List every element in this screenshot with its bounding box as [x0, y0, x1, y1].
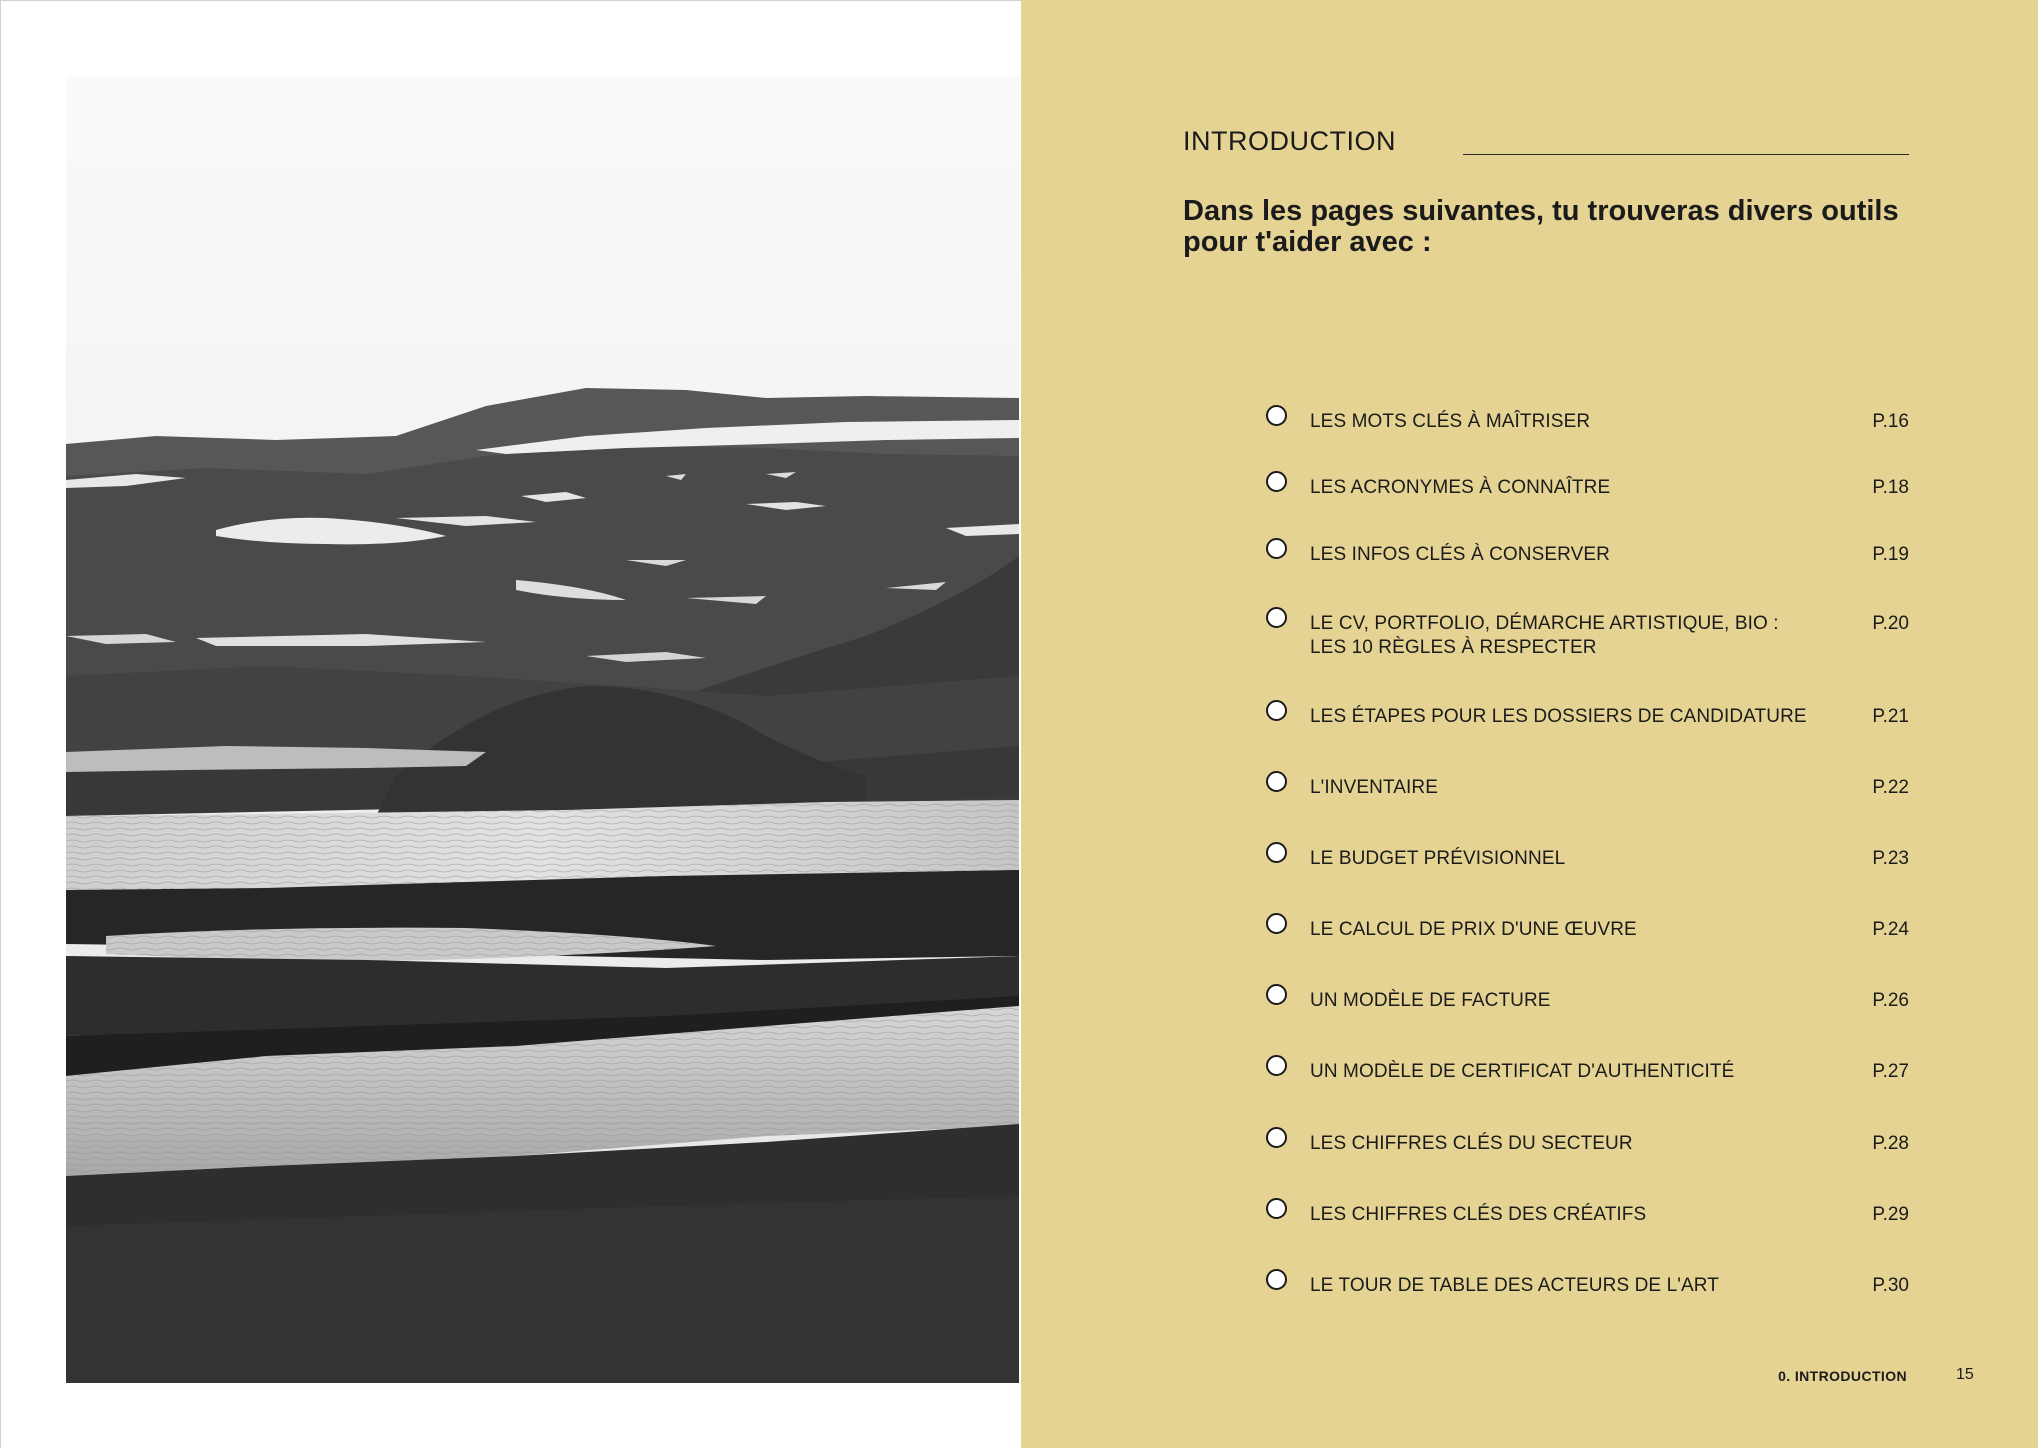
item-page-ref: P.18: [1872, 477, 1909, 498]
circle-bullet-icon: [1266, 842, 1287, 863]
item-page-ref: P.24: [1872, 919, 1909, 940]
item-label: LES ACRONYMES À CONNAÎTRE: [1310, 477, 1611, 498]
circle-bullet-icon: [1266, 771, 1287, 792]
circle-bullet-icon: [1266, 538, 1287, 559]
item-label: UN MODÈLE DE CERTIFICAT D'AUTHENTICITÉ: [1310, 1061, 1735, 1082]
circle-bullet-icon: [1266, 984, 1287, 1005]
item-page-ref: P.27: [1872, 1061, 1909, 1082]
item-page-ref: P.23: [1872, 848, 1909, 869]
item-label: L'INVENTAIRE: [1310, 777, 1439, 798]
item-label-line-1: LE CV, PORTFOLIO, DÉMARCHE ARTISTIQUE, BIO :: [1310, 613, 1779, 634]
circle-bullet-icon: [1266, 1127, 1287, 1148]
item-page-ref: P.28: [1872, 1133, 1909, 1154]
item-page-ref: P.29: [1872, 1204, 1909, 1225]
item-label: LES CHIFFRES CLÉS DU SECTEUR: [1310, 1133, 1633, 1154]
circle-bullet-icon: [1266, 1269, 1287, 1290]
item-page-ref: P.19: [1872, 544, 1909, 565]
section-heading: INTRODUCTION: [1183, 126, 1396, 156]
item-label: LE CALCUL DE PRIX D'UNE ŒUVRE: [1310, 919, 1637, 940]
intro-lead-text: Dans les pages suivantes, tu trouveras divers outils pour t'aider avec :: [1183, 195, 1899, 258]
item-page-ref: P.21: [1872, 706, 1909, 727]
circle-bullet-icon: [1266, 1198, 1287, 1219]
circle-bullet-icon: [1266, 471, 1287, 492]
circle-bullet-icon: [1266, 700, 1287, 721]
item-label-line-2: LES 10 RÈGLES À RESPECTER: [1310, 637, 1597, 658]
right-page: [1021, 0, 2038, 1448]
circle-bullet-icon: [1266, 1055, 1287, 1076]
item-page-ref: P.30: [1872, 1275, 1909, 1296]
item-page-ref: P.26: [1872, 990, 1909, 1011]
item-label: UN MODÈLE DE FACTURE: [1310, 990, 1551, 1011]
footer-section-title: 0. INTRODUCTION: [1778, 1368, 1907, 1384]
landscape-photo: [66, 76, 1019, 1383]
item-label: [1310, 612, 1830, 660]
item-label: LE BUDGET PRÉVISIONNEL: [1310, 848, 1566, 869]
footer-page-number: 15: [1956, 1366, 1974, 1383]
circle-bullet-icon: [1266, 607, 1287, 628]
item-page-ref: P.16: [1872, 411, 1909, 432]
item-label: LE TOUR DE TABLE DES ACTEURS DE L'ART: [1310, 1275, 1719, 1296]
item-label: LES CHIFFRES CLÉS DES CRÉATIFS: [1310, 1204, 1647, 1225]
item-page-ref: P.20: [1872, 613, 1909, 634]
tools-list: [1261, 0, 1909, 1448]
item-label: LES ÉTAPES POUR LES DOSSIERS DE CANDIDATURE: [1310, 706, 1807, 727]
circle-bullet-icon: [1266, 405, 1287, 426]
item-label: LES INFOS CLÉS À CONSERVER: [1310, 544, 1611, 565]
item-label: LES MOTS CLÉS À MAÎTRISER: [1310, 411, 1591, 432]
circle-bullet-icon: [1266, 913, 1287, 934]
item-page-ref: P.22: [1872, 777, 1909, 798]
